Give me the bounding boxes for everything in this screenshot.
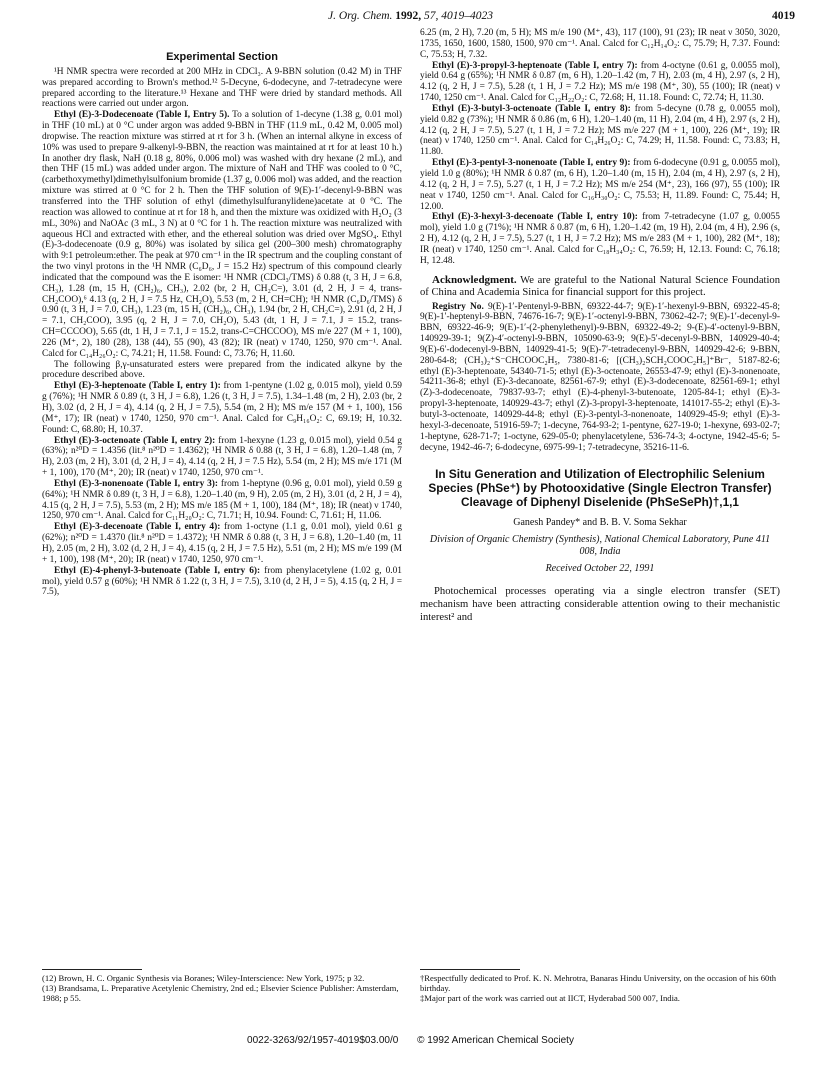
entry-title: Ethyl (E)-3-nonenoate (Table I, entry 3): — [54, 478, 219, 489]
entry-text: from 1-octyne (1.1 g, 0.01 mol), yield 0.61 g (62%); n²⁰D = 1.4370 (lit.⁸ n²⁰D = 1.4372); ¹H NMR δ 0.88 (t, 3 H, J = 6.8), 1.20–1.40 (m, 11 H), 2.05 (m, 2 H), 3.02 (d, 2 H, J = 4), 4.15 (q, 2 H, J = 7.5 Hz), 5.51 (m, 2 H); MS m/e 199 (M + 1, 100), 198 (M⁺, 20); IR (neat) ν 1740, 1250, 970 cm⁻¹. — [42, 522, 402, 565]
right-column — [420, 28, 780, 624]
entry-title: Ethyl (E)-3-octenoate (Table I, entry 2): — [54, 435, 216, 446]
paragraph-dodecenoate — [42, 110, 402, 359]
footnote-dagger: †Respectfully dedicated to Prof. K. N. Mehrotra, Banaras Hindu University, on the occasion of his 60th birthday. — [420, 973, 777, 994]
paragraph-intro-esters: The following β,γ-unsaturated esters were prepared from the indicated alkyne by the procedure described above. — [42, 359, 402, 381]
acknowledgment — [420, 275, 780, 299]
affiliation: Division of Organic Chemistry (Synthesis), National Chemical Laboratory, Pune 411 008, India — [429, 534, 771, 558]
entry-title: Ethyl (E)-3-hexyl-3-decenoate (Table I, entry 10): — [432, 212, 638, 223]
paragraph-general: ¹H NMR spectra were recorded at 200 MHz in CDCl₃. A 9-BBN solution (0.42 M) in THF was prepared according to Brown's method.¹² 5-Decyne, 6-dodecyne, and 7-tetradecyne were prepared according to the literature.¹³ Hexane and THF were dried by standard methods. All reactions were carried out under argon. — [42, 66, 402, 110]
footnote-13: (13) Brandsama, L. Preparative Acetylenic Chemistry, 2nd ed.; Elsevier Science Publisher: Amsterdam, 1988; p 55. — [42, 983, 399, 1004]
registry-text: 9(E)-1′-Pentenyl-9-BBN, 69322-44-7; 9(E)-1′-hexenyl-9-BBN, 69322-45-8; 9(E)-1′-heptenyl-9-BBN, 74676-16-7; 9(E)-1′-octenyl-9-BBN, 73062-42-7; 9(E)-1′-decenyl-9-BBN, 69322-46-9; 9(E)-1′-(2-phenylethenyl)-9-BBN, 69322-49-2; 9-(E)-4′-octenyl-9-BBN, 140929-39-1; 9(Z)-4′-octenyl-9-BBN, 105090-63-9; 9(E)-5′-decenyl-9-BBN, 140929-40-4; 9(E)-6′-dodecenyl-9-BBN, 140929-41-5; 9(E)-7′-tetradecenyl-9-BBN, 140929-42-6; 9-BBN, 280-64-8; (CH₃)₂⁺S⁻CHCOOC₂H₅, 7380-81-6; [(CH₃)₂SCH₂COOC₂H₅]⁺Br⁻, 5187-82-6; ethyl (E)-3-heptenoate, 54340-71-5; ethyl (E)-3-octenoate, 26553-47-9; ethyl (E)-3-nonenoate, 54211-36-8; ethyl (E)-3-decanoate, 82561-67-9; ethyl (E)-3-dodecenoate, 82561-69-1; ethyl (Z)-3-dodecenoate, 79837-93-7; ethyl (E)-4-phenyl-3-butenoate, 1205-84-1; ethyl (E)-3-propyl-3-heptenoate, 140929-43-7; ethyl (Z)-3-propyl-3-heptenoate, 141017-55-2; ethyl (E)-3-butyl-3-octenoate, 140929-44-8; ethyl (E)-3-pentyl-3-nonenoate, 140929-45-9; ethyl (E)-3-hexyl-3-decenoate, 51916-59-7; 1-decyne, 764-93-2; 1-pentyne, 627-19-0; 1-hexyne, 693-02-7; 1-heptyne, 628-71-7; 1-octyne, 629-05-0; phenylacetylene, 536-74-3; 4-octyne, 1942-45-6; 5-decyne, 1942-46-7; 6-dodecyne, 6975-99-1; 7-tetradecyne, 35216-11-6. — [420, 301, 780, 453]
entry-8 — [420, 104, 780, 158]
acknowledgment-title: Acknowledgment. — [432, 273, 517, 286]
entry-title: Ethyl (E)-4-phenyl-3-butenoate (Table I, entry 6): — [54, 565, 261, 576]
footnotes-left — [42, 969, 402, 1004]
entry-text: from phenylacetylene (1.02 g, 0.01 mol), yield 0.57 g (60%); ¹H NMR δ 1.22 (t, 3 H, J = 7.5), 3.10 (d, 2 H, J = 5), 4.15 (q, 2 H, J = 7.5), — [42, 565, 402, 598]
entry-text: from 4-octyne (0.61 g, 0.0055 mol), yield 0.64 g (65%); ¹H NMR δ 0.87 (m, 6 H), 1.20–1.42 (m, 7 H), 2.03 (m, 4 H), 2.97 (s, 2 H), 4.12 (q, 2 H, J = 7.5), 5.28 (t, 1 H, J = 7.2 Hz); MS m/e 198 (M⁺, 30), 55 (100); IR (neat) ν 1740, 1250 cm⁻¹. Anal. Calcd for C₁₂H₂₂O₂: C, 72.68; H, 11.18. Found: C, 72.74; H, 11.30. — [420, 60, 780, 104]
page-number: 4019 — [772, 10, 795, 22]
page-footer — [0, 1035, 821, 1046]
acknowledgment-text: We are grateful to the National Natural Science Foundation of China and Academia Sinica for financial support for this project. — [420, 274, 780, 298]
registry-title: Registry No. — [432, 301, 484, 312]
entry-text: from 6-dodecyne (0.91 g, 0.0055 mol), yield 1.0 g (80%); ¹H NMR δ 0.87 (m, 6 H), 1.20–1.40 (m, 15 H), 2.04 (m, 4 H), 2.97 (s, 2 H), 4.12 (q, 2 H, J = 7.5), 5.27 (t, 1 H, J = 7.2 Hz); MS m/e 254 (M⁺, 23), 166 (97), 55 (100); IR neat ν 1740, 1250 cm⁻¹. Anal. Calcd for C₁₆H₃₀O₂: C, 75.53; H, 11.89. Found: C, 75.44; H, 12.00. — [420, 158, 780, 212]
registry-numbers — [420, 302, 780, 454]
footnote-divider — [42, 969, 142, 970]
entry-10 — [420, 212, 780, 266]
footnote-12: (12) Brown, H. C. Organic Synthesis via Boranes; Wiley-Interscience: New York, 1975; p 32. — [42, 973, 365, 983]
copyright: © 1992 American Chemical Society — [417, 1035, 574, 1046]
authors: Ganesh Pandey* and B. B. V. Soma Sekhar — [513, 517, 687, 529]
footnote-divider — [420, 969, 520, 970]
entry-2 — [42, 436, 402, 479]
procedure-text: To a solution of 1-decyne (1.38 g, 0.01 mol) in THF (10 mL) at 0 °C under argon was added 9-BBN in THF (11.9 mL, 0.42 M, 0.005 mol) dropwise. The reaction mixture was stirred at rt for 3 h. (When an internal alkyne in excess of 10% was used to prepare 9-alkenyl-9-BBN, the reaction was maintained at rt for at least 10 h.) In another dry flask, NaH (0.18 g, 80%, 0.006 mol) was washed with dry hexane (2 mL), and then THF (15 mL) was added under argon. The mixture of NaH and THF was cooled to 0 °C, (carbethoxymethyl)dimethylsulfonium bromide (1.37 g, 0.006 mol) was added, and the reaction mixture was stirred at 0 °C for 2 h. Then the THF solution of 9(E)-1′-decenyl-9-BBN was transferred into the THF solution of ethyl (dimethylsulfuranylidene)acetate at 0 °C. The reaction was allowed to continue at rt for 18 h, and then the mixture was oxidized with H₂O₂ (3 mL, 30%) and NaOAc (3 mL, 3 N) at 0 °C for 1 h. The reaction mixture was neutralized with aqueous HCl and extracted with ether, and the ethereal solution was dried over MgSO₄. Ethyl (E)-3-dodecenoate (0.9 g, 80%) was isolated by silica gel (200–300 mesh) chromatography with 9:1 petroleum:ether. The peak at 970 cm⁻¹ in the IR spectrum and the coupling constant of the two vinyl protons in the ¹H NMR (C₆D₆, J = 15.2 Hz) spectrum of this compound clearly indicated that the compound was the E isomer: ¹H NMR (CDCl₃/TMS) δ 0.88 (t, 3 H, J = 6.8, CH₃), 1.28 (m, 15 H, (CH₂)₆, CH₃), 2.02 (br, 2 H, CH₂C=), 3.01 (d, 2 H, J = 4, trans-CH₂COO),⁶ 4.13 (q, 2 H, J = 7.5 Hz, CH₂O), 5.53 (m, 2 H, CH=CH); ¹H NMR (C₆D₆/TMS) δ 0.90 (t, 3 H, J = 7.0, CH₃), 1.23 (m, 15 H, (CH₂)₆, CH₃), 1.94 (br, 2 H, CH₂C=), 2.91 (d, 2 H, J = 7.1, CH₂COO), 3.95 (q, 2 H, J = 7.0, CH₂O), 5.43 (dt, 1 H, J = 7.1, J = 15.2, trans-CH=CCCOO), 5.65 (dt, 1 H, J = 7.1, J = 15.2, trans-C=CHCCOO), MS m/e 227 (M + 1, 100), 226 (M⁺, 2), 180 (28), 138 (44), 55 (90), 43 (82); IR (neat) ν 1740, 1250, 970 cm⁻¹. Anal. Calcd for C₁₄H₂₆O₂: C, 74.21; H, 11.58. Found: C, 73.76; H, 11.60. — [42, 110, 402, 359]
article-title: In Situ Generation and Utilization of Electrophilic Selenium Species (PhSe⁺) by Photooxidative (Single Electron Transfer) Cleavage of Diphenyl Diselenide (PhSeSePh)†,1,1 — [428, 467, 772, 510]
journal-volume-pages: 57, 4019–4023 — [424, 10, 494, 22]
entry-title: Ethyl (E)-3-butyl-3-octenoate (Table I, entry 8): — [432, 103, 631, 114]
entry-text: from 7-tetradecyne (1.07 g, 0.0055 mol), yield 1.0 g (71%); ¹H NMR δ 0.87 (m, 6 H), 1.20–1.42 (m, 19 H), 2.04 (m, 4 H), 2.96 (s, 2 H), 4.12 (q, 2 H, J = 7.5), 5.27 (t, 1 H, J = 7.2 Hz); MS m/e 283 (M + 1, 100), 282 (M⁺, 18); IR (neat) ν 1740, 1250 cm⁻¹. Anal. Calcd for C₁₈H₃₄O₂: C, 76.59; H, 12.13. Found: C, 76.18; H, 12.48. — [420, 212, 780, 266]
abstract-start: Photochemical processes operating via a single electron transfer (SET) mechanism have been attracting considerable attention owing to their mechanistic interest² and — [420, 586, 780, 624]
received-date: Received October 22, 1991 — [545, 563, 655, 575]
journal-citation — [0, 10, 821, 22]
entry-text: from 5-decyne (0.78 g, 0.0055 mol), yield 0.82 g (73%); ¹H NMR δ 0.86 (m, 6 H), 1.20–1.40 (m, 11 H), 2.04 (m, 4 H), 2.97 (s, 2 H), 4.12 (q, 2 H, J = 7.5), 5.27 (t, 1 H, J = 7.2 Hz); MS m/e 227 (M + 1, 100), 226 (M⁺, 19); IR (neat) ν 1740, 1250 cm⁻¹. Anal. Calcd for C₁₄H₂₆O₂: C, 74.29; H, 11.58. Found: C, 73.83; H, 11.80. — [420, 103, 780, 158]
section-title: Experimental Section — [166, 51, 278, 63]
procedure-title: Ethyl (E)-3-Dodecenoate (Table I, Entry 5). — [54, 110, 230, 121]
entry-text: from 1-heptyne (0.96 g, 0.01 mol), yield 0.59 g (64%); ¹H NMR δ 0.89 (t, 3 H, J = 6.8), 1.20–1.40 (m, 9 H), 2.05 (m, 2 H), 3.01 (d, 2 H, J = 4), 4.15 (q, 2 H, J = 7.5), 5.53 (m, 2 H); MS m/e 185 (M + 1, 100), 184 (M⁺, 18); IR (neat) ν 1740, 1250, 970 cm⁻¹. Anal. Calcd for C₁₁H₂₀O₂: C, 71.71; H, 10.94. Found: C, 71.61; H, 11.06. — [42, 478, 402, 522]
running-header — [0, 10, 821, 30]
entry-3 — [42, 479, 402, 522]
entry-title: Ethyl (E)-3-pentyl-3-nonenoate (Table I, entry 9): — [432, 158, 631, 169]
journal-year: 1992, — [395, 10, 422, 22]
entry-4 — [42, 522, 402, 565]
entry-text: from 1-pentyne (1.02 g, 0.015 mol), yield 0.59 g (76%); ¹H NMR δ 0.89 (t, 3 H, J = 6.8), 1.26 (t, 3 H, J = 7.5), 1.34–1.48 (m, 2 H), 2.03 (br, 2 H), 3.02 (d, 2 H, J = 4), 4.14 (q, 2 H, J = 7.5), 5.54 (m, 2 H); MS m/e 157 (M + 1, 100), 156 (M⁺, 17); IR (neat) ν 1740, 1250, 970 cm⁻¹. Anal. Calcd for C₉H₁₆O₂: C, 69.19; H, 10.32. Found: C, 68.80; H, 10.37. — [42, 381, 402, 435]
entry-6-continued: 6.25 (m, 2 H), 7.20 (m, 5 H); MS m/e 190 (M⁺, 43), 117 (100), 91 (23); IR neat ν 3050, 3020, 1735, 1650, 1600, 1580, 1500, 970 cm⁻¹. Anal. Calcd for C₁₂H₁₄O₂: C, 75.79; H, 7.37. Found: C, 75.53; H, 7.32. — [420, 28, 780, 60]
entry-text: from 1-hexyne (1.23 g, 0.015 mol), yield 0.54 g (63%); n²⁰D = 1.4356 (lit.⁸ n²⁰D = 1.4362); ¹H NMR δ 0.88 (t, 3 H, J = 6.8), 1.20–1.48 (m, 7 H), 2.03 (m, 2 H), 3.01 (d, 2 H, J = 4), 4.14 (q, 2 H, J = 7.5 Hz), 5.54 (m, 2 H); MS m/e 171 (M + 1, 100), 170 (M⁺, 20); IR (neat) ν 1740, 1250, 970 cm⁻¹. — [42, 435, 402, 479]
entry-7 — [420, 61, 780, 104]
entry-title: Ethyl (E)-3-decenoate (Table I, entry 4): — [54, 522, 221, 533]
journal-name: J. Org. Chem. — [327, 10, 393, 22]
entry-1 — [42, 381, 402, 435]
left-column — [42, 52, 402, 598]
footnote-double-dagger: ‡Major part of the work was carried out at IICT, Hyderabad 500 007, India. — [420, 993, 680, 1004]
entry-6 — [42, 566, 402, 599]
entry-title: Ethyl (E)-3-heptenoate (Table I, entry 1): — [54, 381, 221, 392]
entry-title: Ethyl (E)-3-propyl-3-heptenoate (Table I, entry 7): — [432, 60, 638, 71]
entry-9 — [420, 158, 780, 212]
article-code: 0022-3263/92/1957-4019$03.00/0 — [247, 1035, 399, 1046]
footnotes-right — [420, 969, 780, 1004]
